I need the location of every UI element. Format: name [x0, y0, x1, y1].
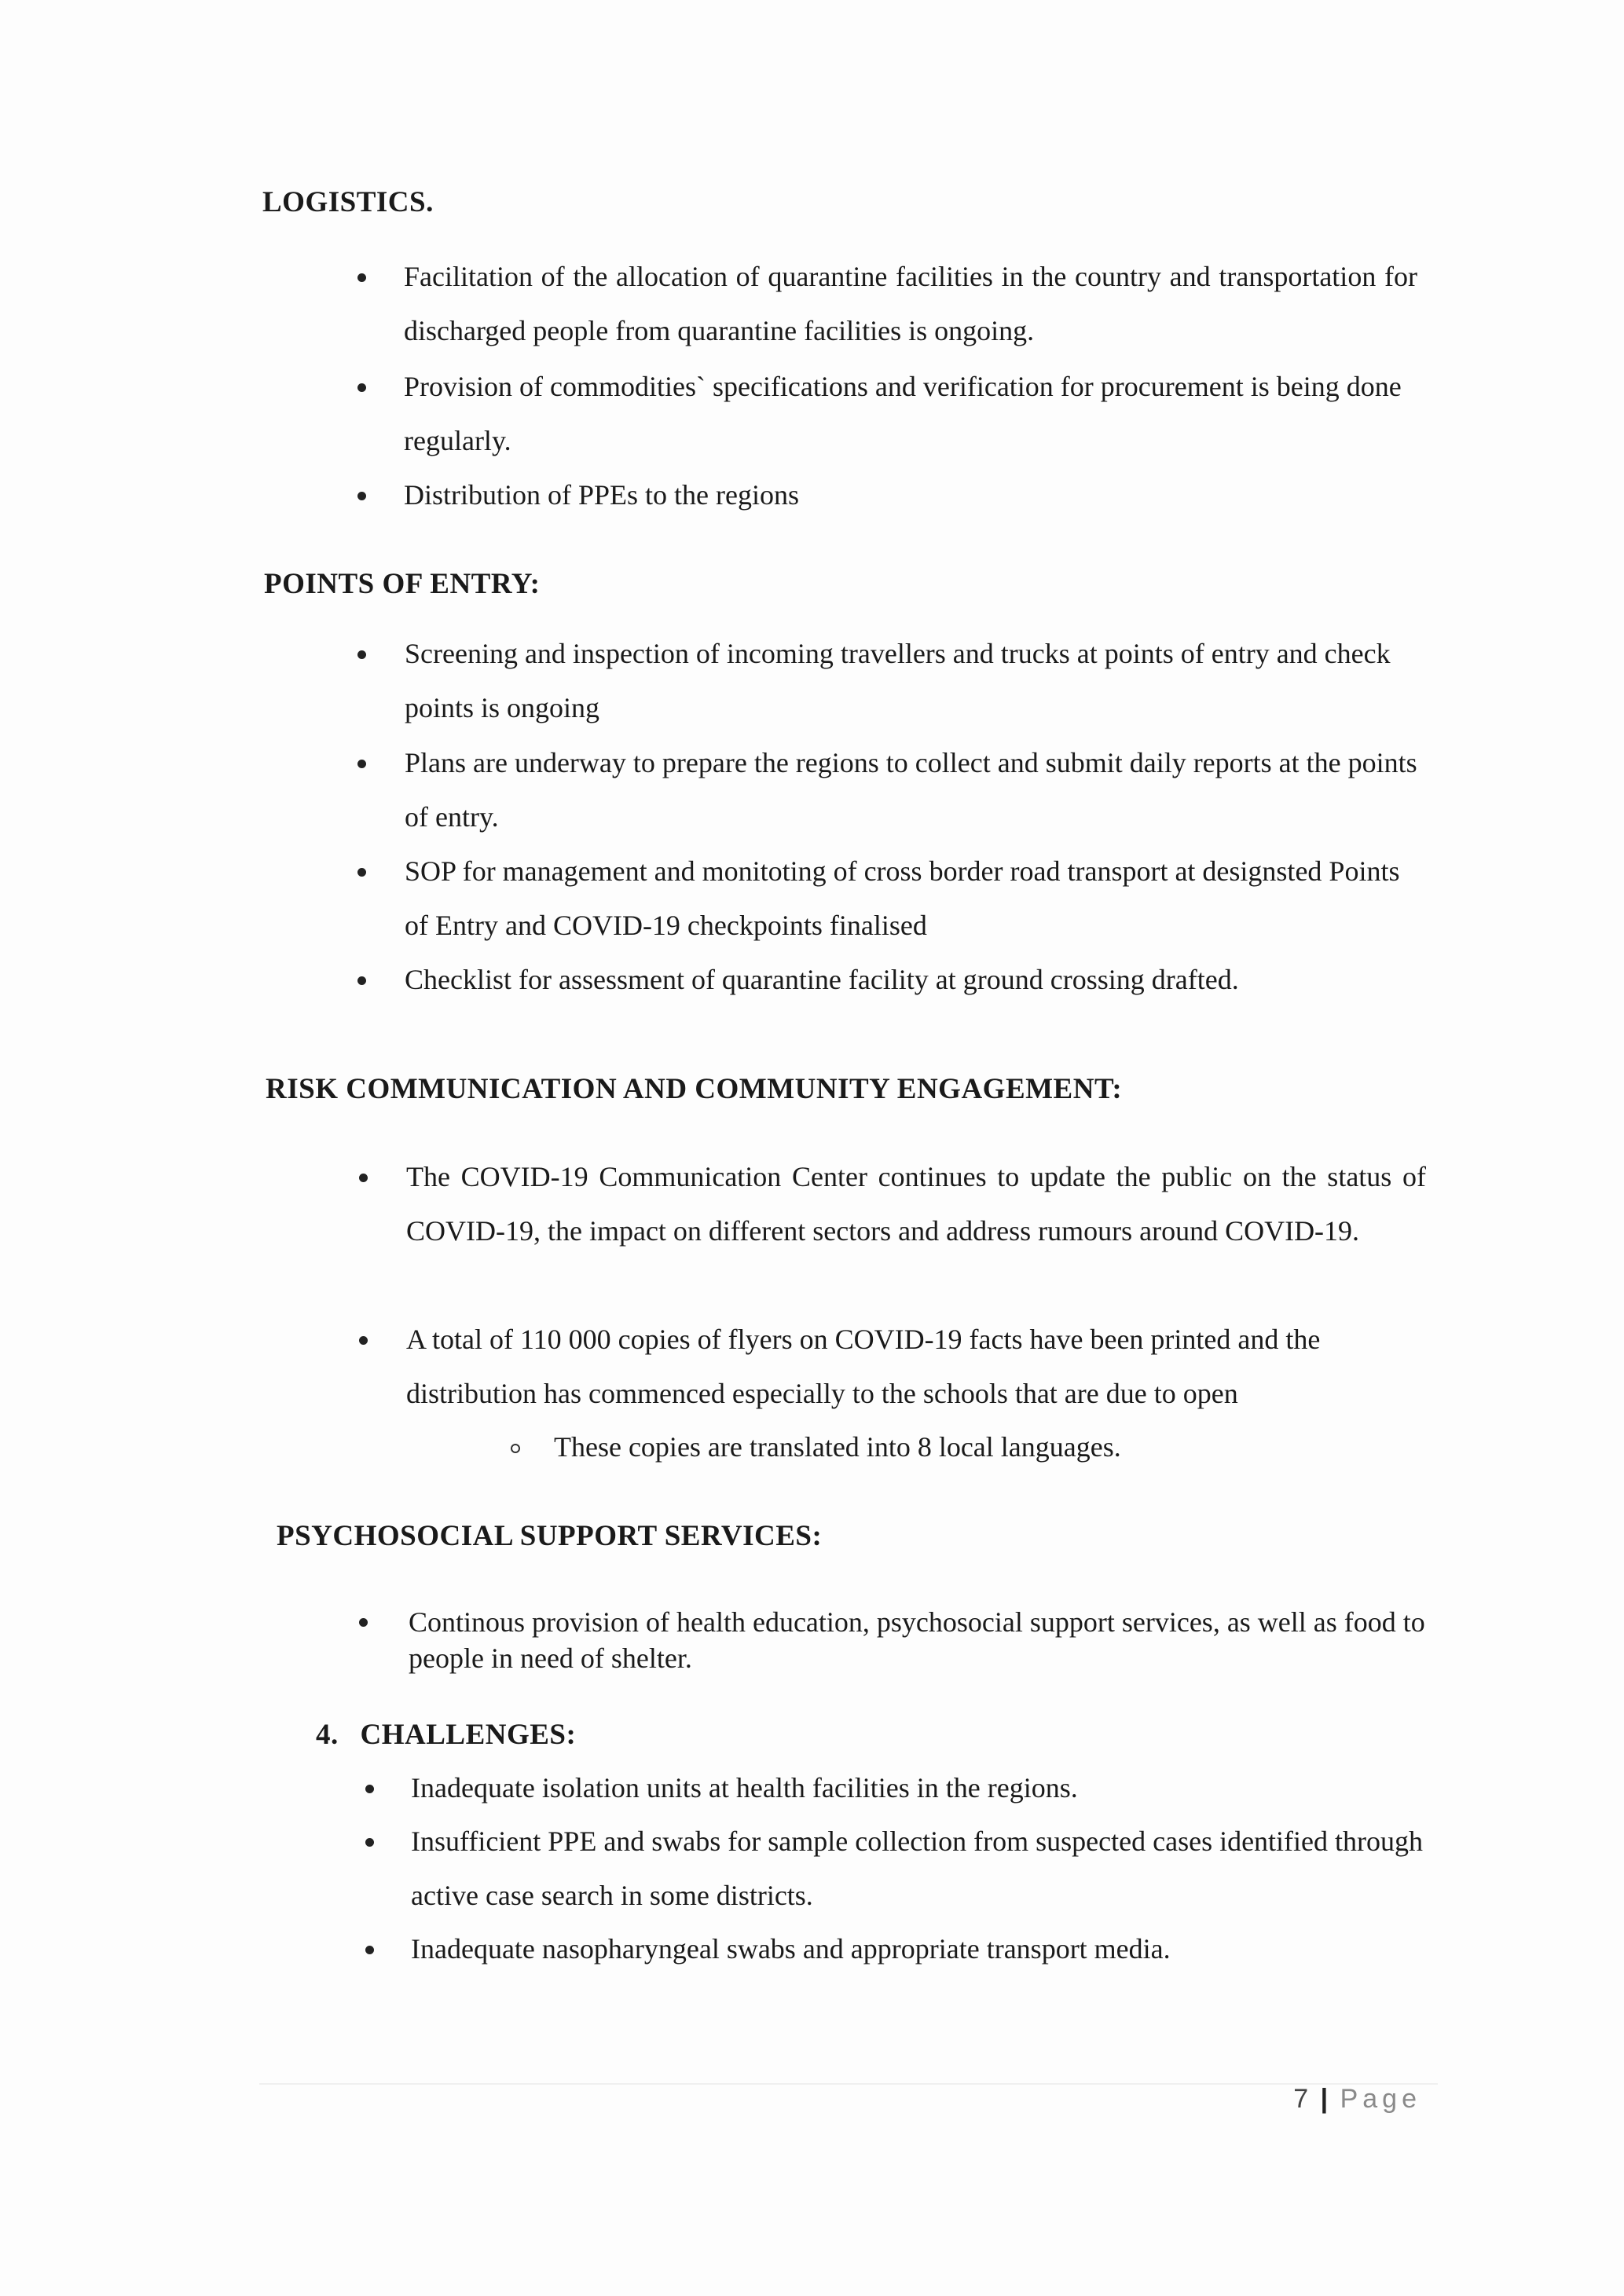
section-title: CHALLENGES: [360, 1719, 577, 1751]
list-item-text: Checklist for assessment of quarantine facility at ground crossing drafted. [405, 964, 1239, 995]
bullet-icon [357, 492, 366, 500]
bullet-icon [365, 1946, 374, 1954]
footer-divider [259, 2083, 1438, 2085]
page-number-label: Page [1340, 2084, 1421, 2114]
list-item-text: Screening and inspection of incoming travellers and trucks at points of entry and check points is ongoing [405, 638, 1391, 723]
list-item-text: Inadequate isolation units at health facilities in the regions. [411, 1772, 1078, 1803]
list-item-text: Continous provision of health education, psychosocial support services, as well as food to people in need of shelter. [409, 1606, 1425, 1674]
bullet-icon [357, 760, 366, 768]
bullet-icon [357, 650, 366, 659]
section-heading-challenges [316, 1718, 576, 1752]
bullet-icon [365, 1838, 374, 1847]
bullet-icon [359, 1618, 368, 1627]
page-number-separator: | [1320, 2084, 1329, 2114]
section-number: 4. [316, 1719, 339, 1751]
bullet-icon [357, 976, 366, 985]
list-item-text: Facilitation of the allocation of quarantine facilities in the country and transportation for discharged people from quarantine facilities is ongoing. [404, 261, 1417, 346]
page-number [1293, 2084, 1421, 2115]
bullet-icon [359, 1174, 368, 1182]
bullet-icon [357, 273, 366, 282]
section-heading-risk-communication: RISK COMMUNICATION AND COMMUNITY ENGAGEMENT: [266, 1073, 1123, 1105]
page-number-value: 7 [1293, 2084, 1309, 2114]
bullet-icon [357, 383, 366, 392]
list-item-text: Inadequate nasopharyngeal swabs and appropriate transport media. [411, 1933, 1171, 1965]
list-item-text: Provision of commodities` specifications and verification for procurement is being done regularly. [404, 371, 1402, 456]
circle-bullet-icon [511, 1444, 520, 1453]
list-item-text: Insufficient PPE and swabs for sample collection from suspected cases identified through active case search in some districts. [411, 1825, 1424, 1911]
bullet-icon [357, 868, 366, 877]
list-item-text: The COVID-19 Communication Center continues to update the public on the status of COVID-19, the impact on different sectors and address rumours around COVID-19. [406, 1161, 1426, 1247]
section-heading-points-of-entry: POINTS OF ENTRY: [264, 568, 541, 600]
section-heading-logistics: LOGISTICS. [262, 186, 434, 218]
section-heading-psychosocial: PSYCHOSOCIAL SUPPORT SERVICES: [277, 1520, 823, 1552]
list-item-text: Plans are underway to prepare the regions to collect and submit daily reports at the points of entry. [405, 747, 1417, 833]
list-item-text: A total of 110 000 copies of flyers on COVID-19 facts have been printed and the distribution has commenced especially to the schools that are due to open [406, 1324, 1321, 1409]
bullet-icon [365, 1785, 374, 1793]
list-item-text: SOP for management and monitoting of cross border road transport at designsted Points of Entry and COVID-19 checkpoints finalised [405, 855, 1400, 941]
bullet-icon [359, 1336, 368, 1345]
sub-list-item-text: These copies are translated into 8 local languages. [554, 1431, 1121, 1463]
list-item-text: Distribution of PPEs to the regions [404, 479, 799, 511]
